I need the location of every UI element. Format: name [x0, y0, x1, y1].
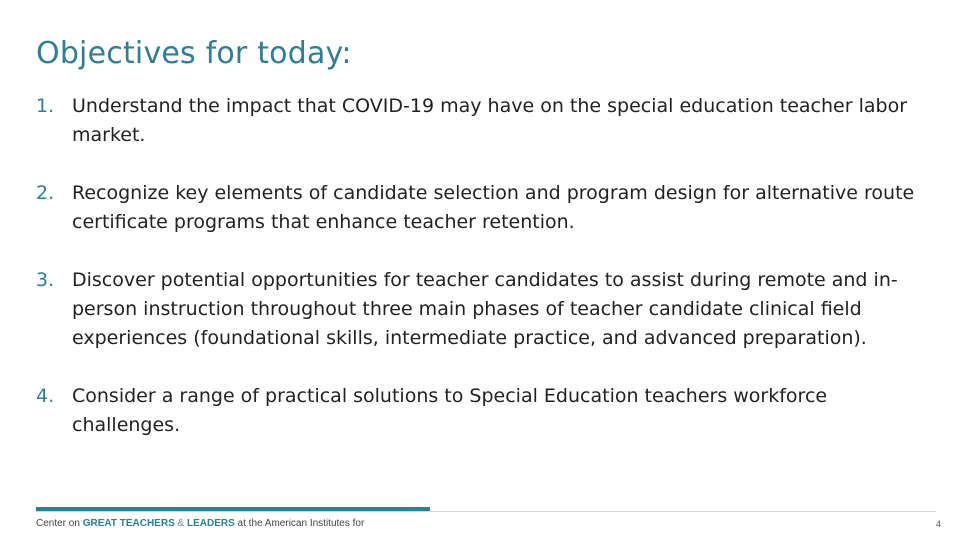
footer-prefix: Center on [36, 518, 83, 529]
objective-item [36, 266, 936, 353]
footer-suffix: at the American Institutes for [234, 518, 365, 529]
footer-org-leaders: LEADERS [186, 518, 235, 529]
footer-organization [36, 517, 364, 530]
objective-item [36, 92, 936, 150]
footer-divider [36, 511, 936, 512]
objective-text: Understand the impact that COVID-19 may have on the special education teacher labor market. [72, 95, 908, 146]
slide-title: Objectives for today: [36, 36, 352, 71]
objective-item [36, 382, 936, 440]
objective-number: 3. [36, 269, 55, 291]
objective-item [36, 179, 936, 237]
objective-text: Discover potential opportunities for teacher candidates to assist during remote and in-person instruction throughout three main phases of teacher candidate clinical field experiences (foundational skills, intermediate practice, and advanced preparation). [72, 269, 898, 349]
objective-number: 4. [36, 385, 55, 407]
objective-text: Recognize key elements of candidate selection and program design for alternative route certificate programs that enhance teacher retention. [72, 182, 915, 233]
footer-org-great-teachers: GREAT TEACHERS [82, 518, 175, 529]
page-number: 4 [936, 519, 942, 529]
objective-number: 2. [36, 182, 55, 204]
footer-ampersand: & [174, 518, 187, 529]
objective-text: Consider a range of practical solutions to Special Education teachers workforce challenges. [72, 385, 828, 436]
objectives-list [36, 92, 936, 440]
objective-number: 1. [36, 95, 55, 117]
